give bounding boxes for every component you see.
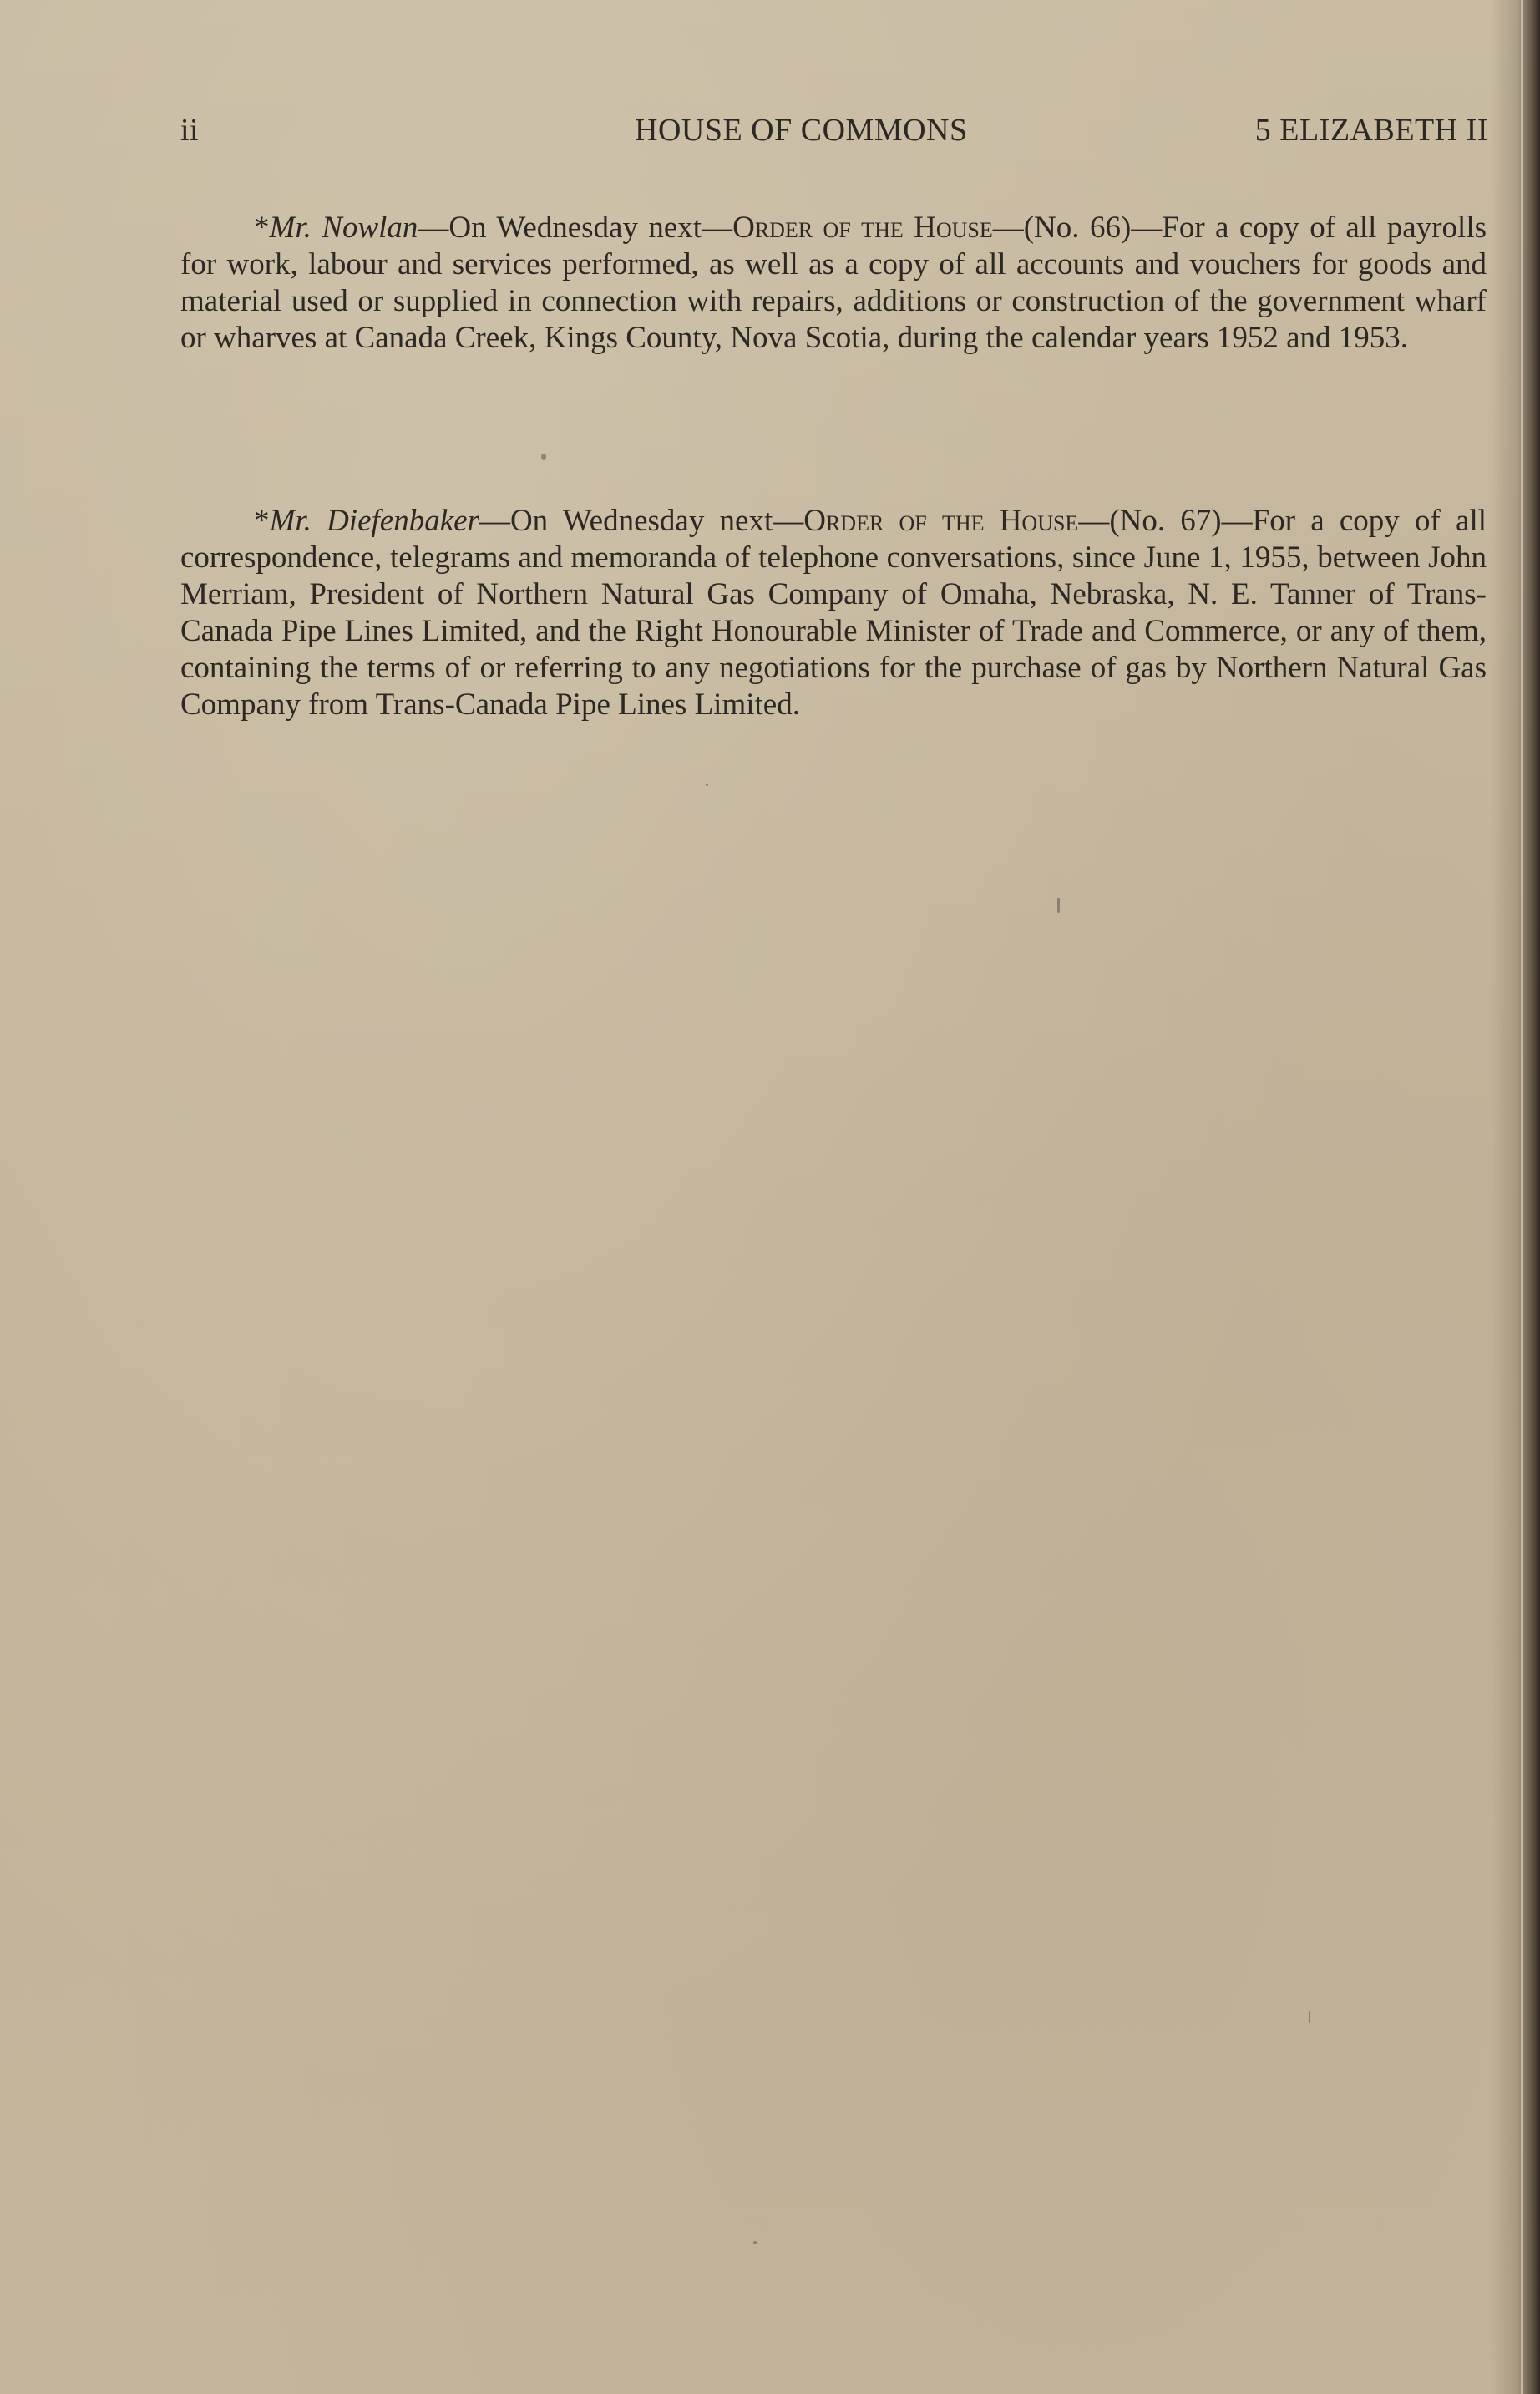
regnal-year: 5 ELIZABETH II bbox=[1254, 113, 1488, 148]
paper-speck bbox=[706, 784, 708, 786]
member-name: Mr. Diefenbaker bbox=[269, 504, 479, 538]
page-edge-line bbox=[1521, 0, 1523, 2394]
notice-entry-nowlan bbox=[180, 210, 1487, 357]
order-type: Order of the House bbox=[732, 210, 993, 245]
page-number: ii bbox=[180, 113, 200, 148]
entry-body: For a copy of all correspondence, telegrams and memoranda of telephone conversations, since June 1, 1955, between John Merriam, President of Northern Natural Gas Company of Omaha, Nebraska, N. E. Tanner of Trans-Canada Pipe Lines Limited, and the Right Honourable Minister of Trade and Commerce, or any of them, containing the terms of or referring to any negotiations for the purchase of gas by Northern Natural Gas Company from Trans-Canada Pipe Lines Limited. bbox=[180, 504, 1487, 722]
entry-asterisk: * bbox=[254, 210, 270, 245]
entry-asterisk: * bbox=[254, 504, 270, 538]
page-edge-shadow bbox=[1490, 0, 1540, 2394]
running-head bbox=[180, 112, 1488, 154]
notice-entry-diefenbaker bbox=[180, 503, 1487, 723]
entry-date: —On Wednesday next— bbox=[479, 504, 804, 538]
order-number: —(No. 66)— bbox=[992, 210, 1163, 245]
entry-body: For a copy of all payrolls for work, labour and services performed, as well as a copy of all accounts and vouchers for goods and material used or supplied in connection with repairs, additions or construction of the government wharf or wharves at Canada Creek, Kings County, Nova Scotia, during the calendar years 1952 and 1953. bbox=[180, 210, 1487, 355]
order-number: —(No. 67)— bbox=[1078, 504, 1253, 538]
member-name: Mr. Nowlan bbox=[269, 210, 418, 245]
paper-speck bbox=[541, 454, 546, 460]
paper-speck bbox=[1057, 898, 1060, 913]
entry-date: —On Wednesday next— bbox=[418, 210, 733, 245]
order-type: Order of the House bbox=[803, 504, 1079, 538]
publication-title: HOUSE OF COMMONS bbox=[635, 113, 968, 148]
paper-speck bbox=[753, 2241, 757, 2244]
paper-speck bbox=[1309, 2011, 1310, 2023]
